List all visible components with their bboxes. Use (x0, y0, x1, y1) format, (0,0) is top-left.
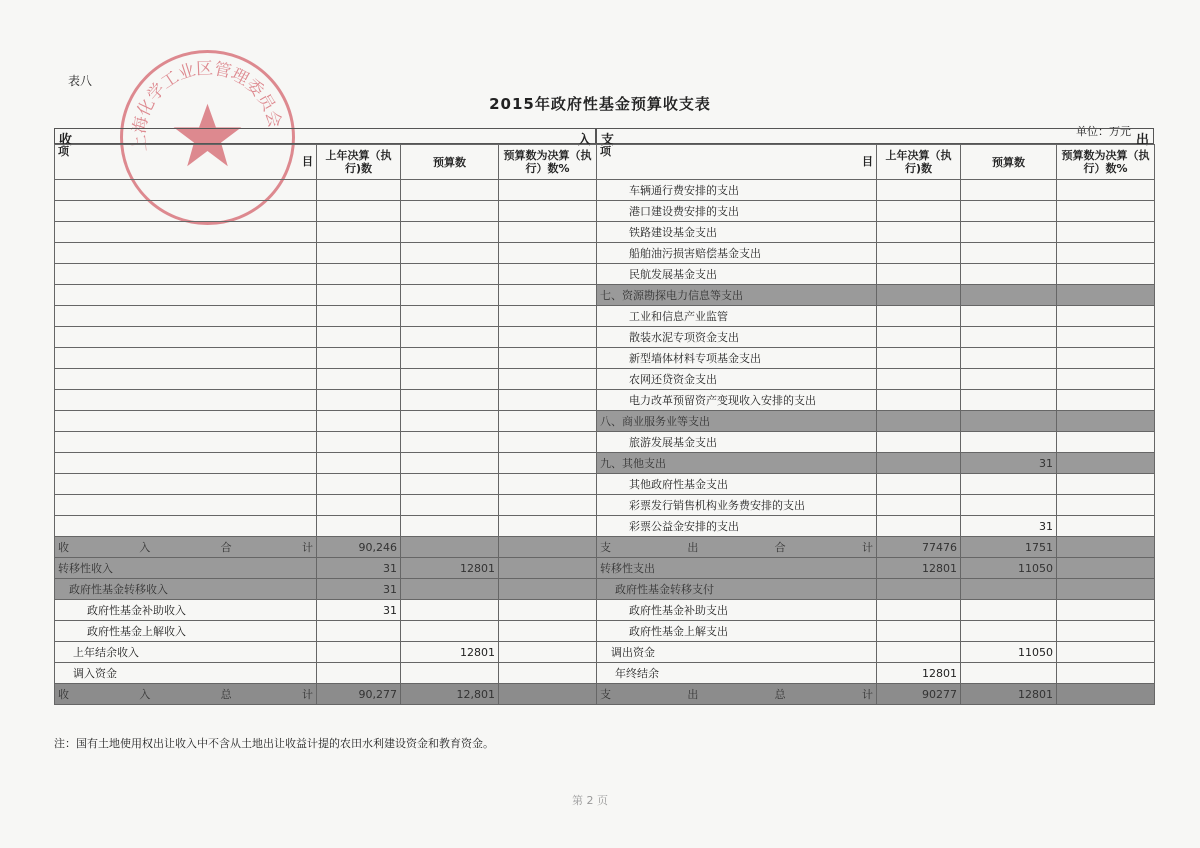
empty-cell (961, 579, 1057, 600)
empty-cell (401, 180, 499, 201)
empty-cell (55, 516, 317, 537)
empty-cell (401, 663, 499, 684)
income-transfer-label: 转移性收入 (55, 558, 317, 579)
expense-row-prev (877, 411, 961, 432)
empty-cell (1057, 453, 1155, 474)
income-total-budget (401, 537, 499, 558)
expense-grand-budget: 12801 (961, 684, 1057, 705)
expense-grand-prev: 90277 (877, 684, 961, 705)
empty-cell (401, 264, 499, 285)
empty-cell (1057, 243, 1155, 264)
income-blank-row (55, 390, 597, 411)
income-remit-label: 政府性基金上解收入 (55, 621, 317, 642)
empty-cell (499, 495, 597, 516)
seal-text: 上海化学工业区管理委员会 (128, 57, 286, 153)
empty-cell (499, 327, 597, 348)
expense-row-label: 港口建设费安排的支出 (597, 201, 877, 222)
empty-cell (55, 180, 317, 201)
empty-cell (499, 600, 597, 621)
empty-cell (1057, 411, 1155, 432)
empty-cell (1057, 222, 1155, 243)
empty-cell (1057, 432, 1155, 453)
income-blank-row (55, 348, 597, 369)
empty-cell (499, 642, 597, 663)
income-col-item-left: 项 (58, 145, 69, 158)
expense-row-budget (961, 369, 1057, 390)
empty-cell (1057, 180, 1155, 201)
empty-cell (55, 453, 317, 474)
expense-row-budget (961, 495, 1057, 516)
empty-cell (55, 411, 317, 432)
expense-fund-transfer-label: 政府性基金转移支付 (597, 579, 877, 600)
empty-cell (317, 306, 401, 327)
expense-col-item-right: 目 (862, 155, 873, 168)
empty-cell (401, 327, 499, 348)
income-blank-row (55, 432, 597, 453)
expense-row-prev (877, 474, 961, 495)
expense-row-label: 七、资源勘探电力信息等支出 (597, 285, 877, 306)
income-grand-char: 入 (139, 688, 151, 701)
income-grand-char: 收 (58, 688, 69, 701)
empty-cell (55, 369, 317, 390)
income-blank-row (55, 411, 597, 432)
expense-row-prev (877, 516, 961, 537)
empty-cell (499, 579, 597, 600)
expense-row (597, 180, 1155, 201)
empty-cell (877, 579, 961, 600)
empty-cell (401, 222, 499, 243)
empty-cell (401, 621, 499, 642)
expense-grand-label (597, 684, 877, 705)
income-blank-row (55, 516, 597, 537)
empty-cell (55, 390, 317, 411)
empty-cell (1057, 621, 1155, 642)
empty-cell (499, 453, 597, 474)
footnote: 注：国有土地使用权出让收入中不含从土地出让收益计提的农田水利建设资金和教育资金。 (54, 737, 494, 750)
empty-cell (499, 516, 597, 537)
income-grand-budget: 12,801 (401, 684, 499, 705)
empty-cell (499, 222, 597, 243)
expense-row-budget (961, 390, 1057, 411)
income-carryover-label: 上年结余收入 (55, 642, 317, 663)
income-blank-row (55, 285, 597, 306)
expense-head-right: 出 (1135, 133, 1149, 148)
expense-year-end-label: 年终结余 (597, 663, 877, 684)
empty-cell (317, 222, 401, 243)
page-number: 第 2 页 (572, 794, 608, 807)
empty-cell (1057, 663, 1155, 684)
empty-cell (1057, 327, 1155, 348)
income-blank-row (55, 306, 597, 327)
expense-row-label: 新型墙体材料专项基金支出 (597, 348, 877, 369)
empty-cell (317, 516, 401, 537)
empty-cell (401, 453, 499, 474)
expense-row-budget (961, 306, 1057, 327)
expense-transfer-out-budget: 11050 (961, 642, 1057, 663)
empty-cell (401, 285, 499, 306)
empty-cell (55, 264, 317, 285)
empty-cell (55, 432, 317, 453)
empty-cell (1057, 474, 1155, 495)
expense-row (597, 264, 1155, 285)
empty-cell (55, 201, 317, 222)
empty-cell (317, 327, 401, 348)
empty-cell (401, 201, 499, 222)
income-col-ratio: 预算数为决算（执行）数% (499, 145, 597, 180)
expense-row-prev (877, 369, 961, 390)
expense-row-label: 铁路建设基金支出 (597, 222, 877, 243)
expense-row (597, 369, 1155, 390)
empty-cell (55, 285, 317, 306)
income-col-budget: 预算数 (401, 145, 499, 180)
expense-row (597, 432, 1155, 453)
expense-row-label: 彩票发行销售机构业务费安排的支出 (597, 495, 877, 516)
expense-grand-char: 计 (861, 688, 873, 701)
income-transfer-prev: 31 (317, 558, 401, 579)
expense-row-label: 工业和信息产业监管 (597, 306, 877, 327)
income-blank-row (55, 180, 597, 201)
expense-row (597, 243, 1155, 264)
income-head-right: 入 (577, 133, 591, 148)
empty-cell (317, 390, 401, 411)
income-carryover-budget: 12801 (401, 642, 499, 663)
income-subsidy-label: 政府性基金补助收入 (55, 600, 317, 621)
empty-cell (401, 369, 499, 390)
empty-cell (877, 600, 961, 621)
empty-cell (499, 264, 597, 285)
expense-transfer-out-label: 调出资金 (597, 642, 877, 663)
empty-cell (55, 495, 317, 516)
empty-cell (1057, 516, 1155, 537)
empty-cell (499, 243, 597, 264)
expense-row (597, 390, 1155, 411)
expense-total-char: 支 (600, 541, 611, 554)
income-blank-row (55, 327, 597, 348)
empty-cell (499, 390, 597, 411)
income-fund-transfer-prev: 31 (317, 579, 401, 600)
empty-cell (317, 453, 401, 474)
page-title: 2015年政府性基金预算收支表 (489, 95, 711, 113)
income-blank-row (55, 264, 597, 285)
empty-cell (401, 474, 499, 495)
income-total-char: 收 (58, 541, 69, 554)
expense-row-budget (961, 327, 1057, 348)
empty-cell (317, 369, 401, 390)
page-label: 表八 (68, 74, 93, 88)
expense-row-prev (877, 348, 961, 369)
expense-row-label: 电力改革预留资产变现收入安排的支出 (597, 390, 877, 411)
empty-cell (401, 579, 499, 600)
expense-total-char: 出 (687, 541, 699, 554)
expense-row-label: 车辆通行费安排的支出 (597, 180, 877, 201)
empty-cell (401, 243, 499, 264)
empty-cell (877, 621, 961, 642)
income-blank-row (55, 495, 597, 516)
expense-row-label: 船舶油污损害赔偿基金支出 (597, 243, 877, 264)
empty-cell (499, 348, 597, 369)
expense-remit-label: 政府性基金上解支出 (597, 621, 877, 642)
expense-head-left: 支 (601, 133, 615, 148)
expense-row-budget (961, 201, 1057, 222)
income-transfer-ratio (499, 558, 597, 579)
empty-cell (317, 474, 401, 495)
expense-subsidy-label: 政府性基金补助支出 (597, 600, 877, 621)
expense-row-prev (877, 432, 961, 453)
expense-row (597, 348, 1155, 369)
empty-cell (961, 663, 1057, 684)
income-blank-row (55, 369, 597, 390)
expense-row-label: 彩票公益金安排的支出 (597, 516, 877, 537)
income-grand-char: 计 (301, 688, 313, 701)
income-subsidy-prev: 31 (317, 600, 401, 621)
expense-row-prev (877, 285, 961, 306)
empty-cell (1057, 264, 1155, 285)
empty-cell (401, 348, 499, 369)
empty-cell (499, 663, 597, 684)
expense-row-prev (877, 453, 961, 474)
expense-grand-char: 出 (687, 688, 699, 701)
expense-row-prev (877, 306, 961, 327)
income-transfer-budget: 12801 (401, 558, 499, 579)
expense-row-prev (877, 201, 961, 222)
empty-cell (55, 222, 317, 243)
empty-cell (55, 327, 317, 348)
empty-cell (317, 285, 401, 306)
expense-row (597, 222, 1155, 243)
expense-total-char: 合 (774, 541, 786, 554)
expense-row-prev (877, 222, 961, 243)
expense-total-char: 计 (861, 541, 873, 554)
expense-grand-char: 支 (600, 688, 611, 701)
expense-row-prev (877, 180, 961, 201)
expense-section-head (596, 128, 1154, 148)
expense-row-label: 旅游发展基金支出 (597, 432, 877, 453)
expense-col-prev: 上年决算（执行)数 (877, 145, 961, 180)
empty-cell (1057, 642, 1155, 663)
income-total-ratio (499, 537, 597, 558)
expense-row-budget (961, 348, 1057, 369)
income-total-char: 入 (139, 541, 151, 554)
income-fund-transfer-label: 政府性基金转移收入 (55, 579, 317, 600)
income-col-item (55, 145, 317, 180)
empty-cell (1057, 495, 1155, 516)
expense-row-prev (877, 390, 961, 411)
empty-cell (401, 516, 499, 537)
empty-cell (1057, 369, 1155, 390)
empty-cell (499, 684, 597, 705)
expense-row-prev (877, 264, 961, 285)
empty-cell (1057, 285, 1155, 306)
empty-cell (499, 621, 597, 642)
income-total-char: 计 (301, 541, 313, 554)
expense-row-budget: 31 (961, 453, 1057, 474)
expense-transfer-prev: 12801 (877, 558, 961, 579)
empty-cell (961, 621, 1057, 642)
empty-cell (1057, 306, 1155, 327)
expense-row-budget (961, 180, 1057, 201)
expense-row-budget: 31 (961, 516, 1057, 537)
expense-row-prev (877, 243, 961, 264)
empty-cell (317, 495, 401, 516)
income-col-prev: 上年决算（执行)数 (317, 145, 401, 180)
empty-cell (317, 201, 401, 222)
empty-cell (1057, 537, 1155, 558)
expense-row (597, 474, 1155, 495)
expense-col-budget: 预算数 (961, 145, 1057, 180)
expense-row (597, 327, 1155, 348)
empty-cell (317, 663, 401, 684)
income-transfer-in-label: 调入资金 (55, 663, 317, 684)
expense-row-label: 八、商业服务业等支出 (597, 411, 877, 432)
empty-cell (401, 411, 499, 432)
income-section-head (54, 128, 596, 148)
income-blank-row (55, 243, 597, 264)
expense-grand-char: 总 (774, 688, 786, 701)
expense-col-item-left: 项 (600, 145, 611, 158)
empty-cell (1057, 348, 1155, 369)
empty-cell (55, 243, 317, 264)
empty-cell (499, 369, 597, 390)
empty-cell (55, 348, 317, 369)
income-grand-prev: 90,277 (317, 684, 401, 705)
unit-label: 单位：万元 (1076, 125, 1131, 138)
expense-row (597, 306, 1155, 327)
income-blank-row (55, 453, 597, 474)
empty-cell (499, 285, 597, 306)
expense-col-item (597, 145, 877, 180)
empty-cell (317, 432, 401, 453)
empty-cell (499, 432, 597, 453)
expense-total-budget: 1751 (961, 537, 1057, 558)
empty-cell (401, 306, 499, 327)
expense-row (597, 516, 1155, 537)
empty-cell (317, 264, 401, 285)
expense-row (597, 285, 1155, 306)
expense-table (596, 144, 1155, 705)
income-grand-label (55, 684, 317, 705)
empty-cell (1057, 390, 1155, 411)
empty-cell (499, 201, 597, 222)
empty-cell (55, 306, 317, 327)
empty-cell (1057, 600, 1155, 621)
expense-row-budget (961, 285, 1057, 306)
income-col-item-right: 目 (302, 155, 313, 168)
income-total-prev: 90,246 (317, 537, 401, 558)
expense-transfer-label: 转移性支出 (597, 558, 877, 579)
empty-cell (317, 411, 401, 432)
expense-row (597, 495, 1155, 516)
empty-cell (317, 180, 401, 201)
empty-cell (499, 474, 597, 495)
expense-row-label: 九、其他支出 (597, 453, 877, 474)
empty-cell (961, 600, 1057, 621)
income-blank-row (55, 222, 597, 243)
expense-row-budget (961, 243, 1057, 264)
expense-col-ratio: 预算数为决算（执行）数% (1057, 145, 1155, 180)
expense-transfer-budget: 11050 (961, 558, 1057, 579)
expense-row (597, 201, 1155, 222)
income-grand-char: 总 (220, 688, 232, 701)
expense-row-label: 民航发展基金支出 (597, 264, 877, 285)
empty-cell (401, 495, 499, 516)
empty-cell (1057, 201, 1155, 222)
expense-year-end-prev: 12801 (877, 663, 961, 684)
empty-cell (877, 642, 961, 663)
income-blank-row (55, 474, 597, 495)
income-blank-row (55, 201, 597, 222)
empty-cell (499, 180, 597, 201)
empty-cell (317, 642, 401, 663)
empty-cell (401, 390, 499, 411)
expense-row-budget (961, 222, 1057, 243)
expense-row-prev (877, 495, 961, 516)
expense-row-label: 散装水泥专项资金支出 (597, 327, 877, 348)
expense-total-label (597, 537, 877, 558)
expense-row-budget (961, 264, 1057, 285)
income-table (54, 144, 597, 705)
expense-row-budget (961, 432, 1057, 453)
empty-cell (317, 243, 401, 264)
expense-row-budget (961, 474, 1057, 495)
expense-row-prev (877, 327, 961, 348)
income-head-left: 收 (59, 133, 73, 148)
empty-cell (1057, 558, 1155, 579)
empty-cell (1057, 579, 1155, 600)
expense-row-label: 其他政府性基金支出 (597, 474, 877, 495)
expense-row-label: 农网还贷资金支出 (597, 369, 877, 390)
income-total-label (55, 537, 317, 558)
empty-cell (55, 474, 317, 495)
expense-row-budget (961, 411, 1057, 432)
empty-cell (401, 432, 499, 453)
empty-cell (317, 348, 401, 369)
empty-cell (499, 306, 597, 327)
empty-cell (317, 621, 401, 642)
empty-cell (401, 600, 499, 621)
income-total-char: 合 (220, 541, 232, 554)
empty-cell (499, 411, 597, 432)
budget-sheet (54, 128, 1154, 728)
empty-cell (1057, 684, 1155, 705)
expense-row (597, 453, 1155, 474)
expense-total-prev: 77476 (877, 537, 961, 558)
expense-row (597, 411, 1155, 432)
